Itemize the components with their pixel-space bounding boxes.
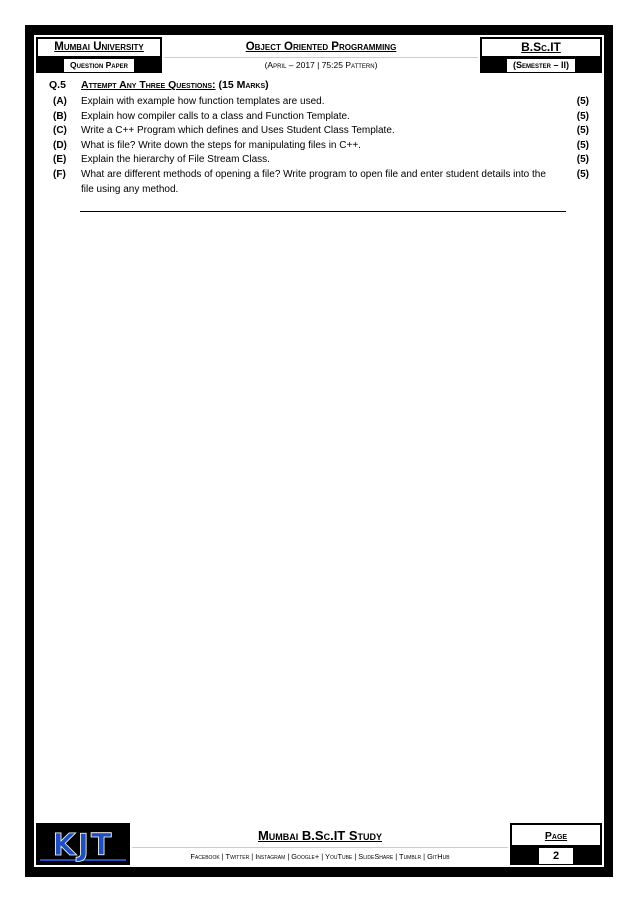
footer xyxy=(34,821,604,867)
course-name: B.Sc.IT xyxy=(480,37,602,58)
page-label: Page xyxy=(510,823,602,847)
list-item xyxy=(49,124,589,139)
item-label: (C) xyxy=(53,125,67,137)
item-label: (D) xyxy=(53,139,67,151)
semester: (Semester – II) xyxy=(507,59,575,72)
list-item xyxy=(49,153,589,168)
list-item xyxy=(49,139,589,154)
item-label: (E) xyxy=(53,154,67,166)
question-title: Attempt Any Three Questions: xyxy=(81,79,216,91)
item-text: Explain with example how function templates are used. xyxy=(81,96,325,107)
svg-text:KJT: KJT xyxy=(52,828,114,863)
item-text: What are different methods of opening a file? Write program to open file and enter student details into the file using any method. xyxy=(81,168,546,195)
item-text: Explain the hierarchy of File Stream Class. xyxy=(81,154,270,166)
page-number-box xyxy=(510,847,602,865)
item-marks: (5) xyxy=(576,154,589,166)
question-heading xyxy=(49,79,269,91)
page-border xyxy=(25,25,613,877)
end-divider xyxy=(80,211,566,212)
page xyxy=(34,35,604,867)
item-label: (F) xyxy=(53,168,66,180)
question-list xyxy=(49,95,589,197)
item-marks: (5) xyxy=(576,168,589,180)
list-item xyxy=(49,95,589,110)
paper-type: Question Paper xyxy=(64,59,134,72)
study-title: Mumbai B.Sc.IT Study xyxy=(257,828,383,843)
question-marks-note: (15 Marks) xyxy=(218,79,269,91)
question-number: Q.5 xyxy=(49,79,66,91)
item-text: What is file? Write down the steps for manipulating files in C++. xyxy=(81,139,361,151)
item-marks: (5) xyxy=(576,110,589,122)
item-label: (A) xyxy=(53,96,67,107)
social-links[interactable]: Facebook | Twitter | Instagram | Google+ | YouTube | SlideShare | Tumblr | GitHub xyxy=(132,847,508,865)
item-label: (B) xyxy=(53,110,67,122)
exam-info: (April – 2017 | 75:25 Pattern) xyxy=(264,60,378,70)
item-marks: (5) xyxy=(576,125,589,137)
item-marks: (5) xyxy=(576,96,589,107)
semester-box xyxy=(480,58,602,73)
item-text: Write a C++ Program which defines and Uses Student Class Template. xyxy=(81,125,395,137)
list-item xyxy=(49,168,589,197)
item-marks: (5) xyxy=(576,139,589,151)
page-number: 2 xyxy=(539,848,573,864)
item-text: Explain how compiler calls to a class and Function Template. xyxy=(81,110,350,122)
list-item xyxy=(49,110,589,125)
subject-title: Object Oriented Programming xyxy=(164,37,478,58)
paper-type-box xyxy=(36,58,162,73)
kjt-logo xyxy=(36,823,130,865)
header xyxy=(34,35,604,75)
university-name: Mumbai University xyxy=(36,37,162,58)
kjt-logo-icon xyxy=(36,823,130,865)
